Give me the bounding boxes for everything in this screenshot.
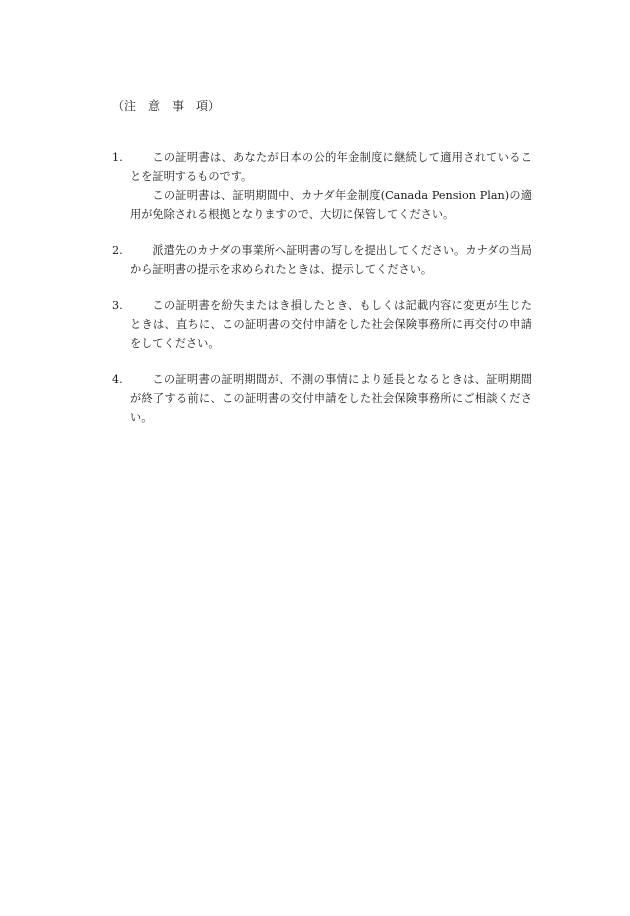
note-number: 2.	[112, 244, 123, 257]
note-number: 3.	[112, 299, 123, 312]
note-paragraph: この証明書の証明期間が、不測の事情により延長となるときは、証明期間が終了する前に、この証明書の交付申請をした社会保険事務所にご相談ください。	[130, 373, 532, 424]
note-item	[112, 370, 532, 427]
note-paragraph: 派遣先のカナダの事業所へ証明書の写しを提出してください。カナダの当局から証明書の提示を求められたときは、提示してください。	[130, 244, 532, 276]
note-number: 4.	[112, 373, 123, 386]
note-paragraph: この証明書は、証明期間中、カナダ年金制度(Canada Pension Plan)の適用が免除される根拠となりますので、大切に保管してください。	[130, 189, 532, 221]
note-item	[112, 241, 532, 279]
note-paragraph: この証明書を紛失またはき損したとき、もしくは記載内容に変更が生じたときは、直ちに、この証明書の交付申請をした社会保険事務所に再交付の申請をしてください。	[130, 299, 532, 350]
notes-list	[112, 148, 532, 444]
note-number: 1.	[112, 151, 123, 164]
note-item	[112, 296, 532, 353]
notes-heading: （注 意 事 項）	[112, 99, 221, 113]
note-paragraph: この証明書は、あなたが日本の公的年金制度に継続して適用されていることを証明するものです。	[130, 151, 532, 183]
note-item	[112, 148, 532, 224]
